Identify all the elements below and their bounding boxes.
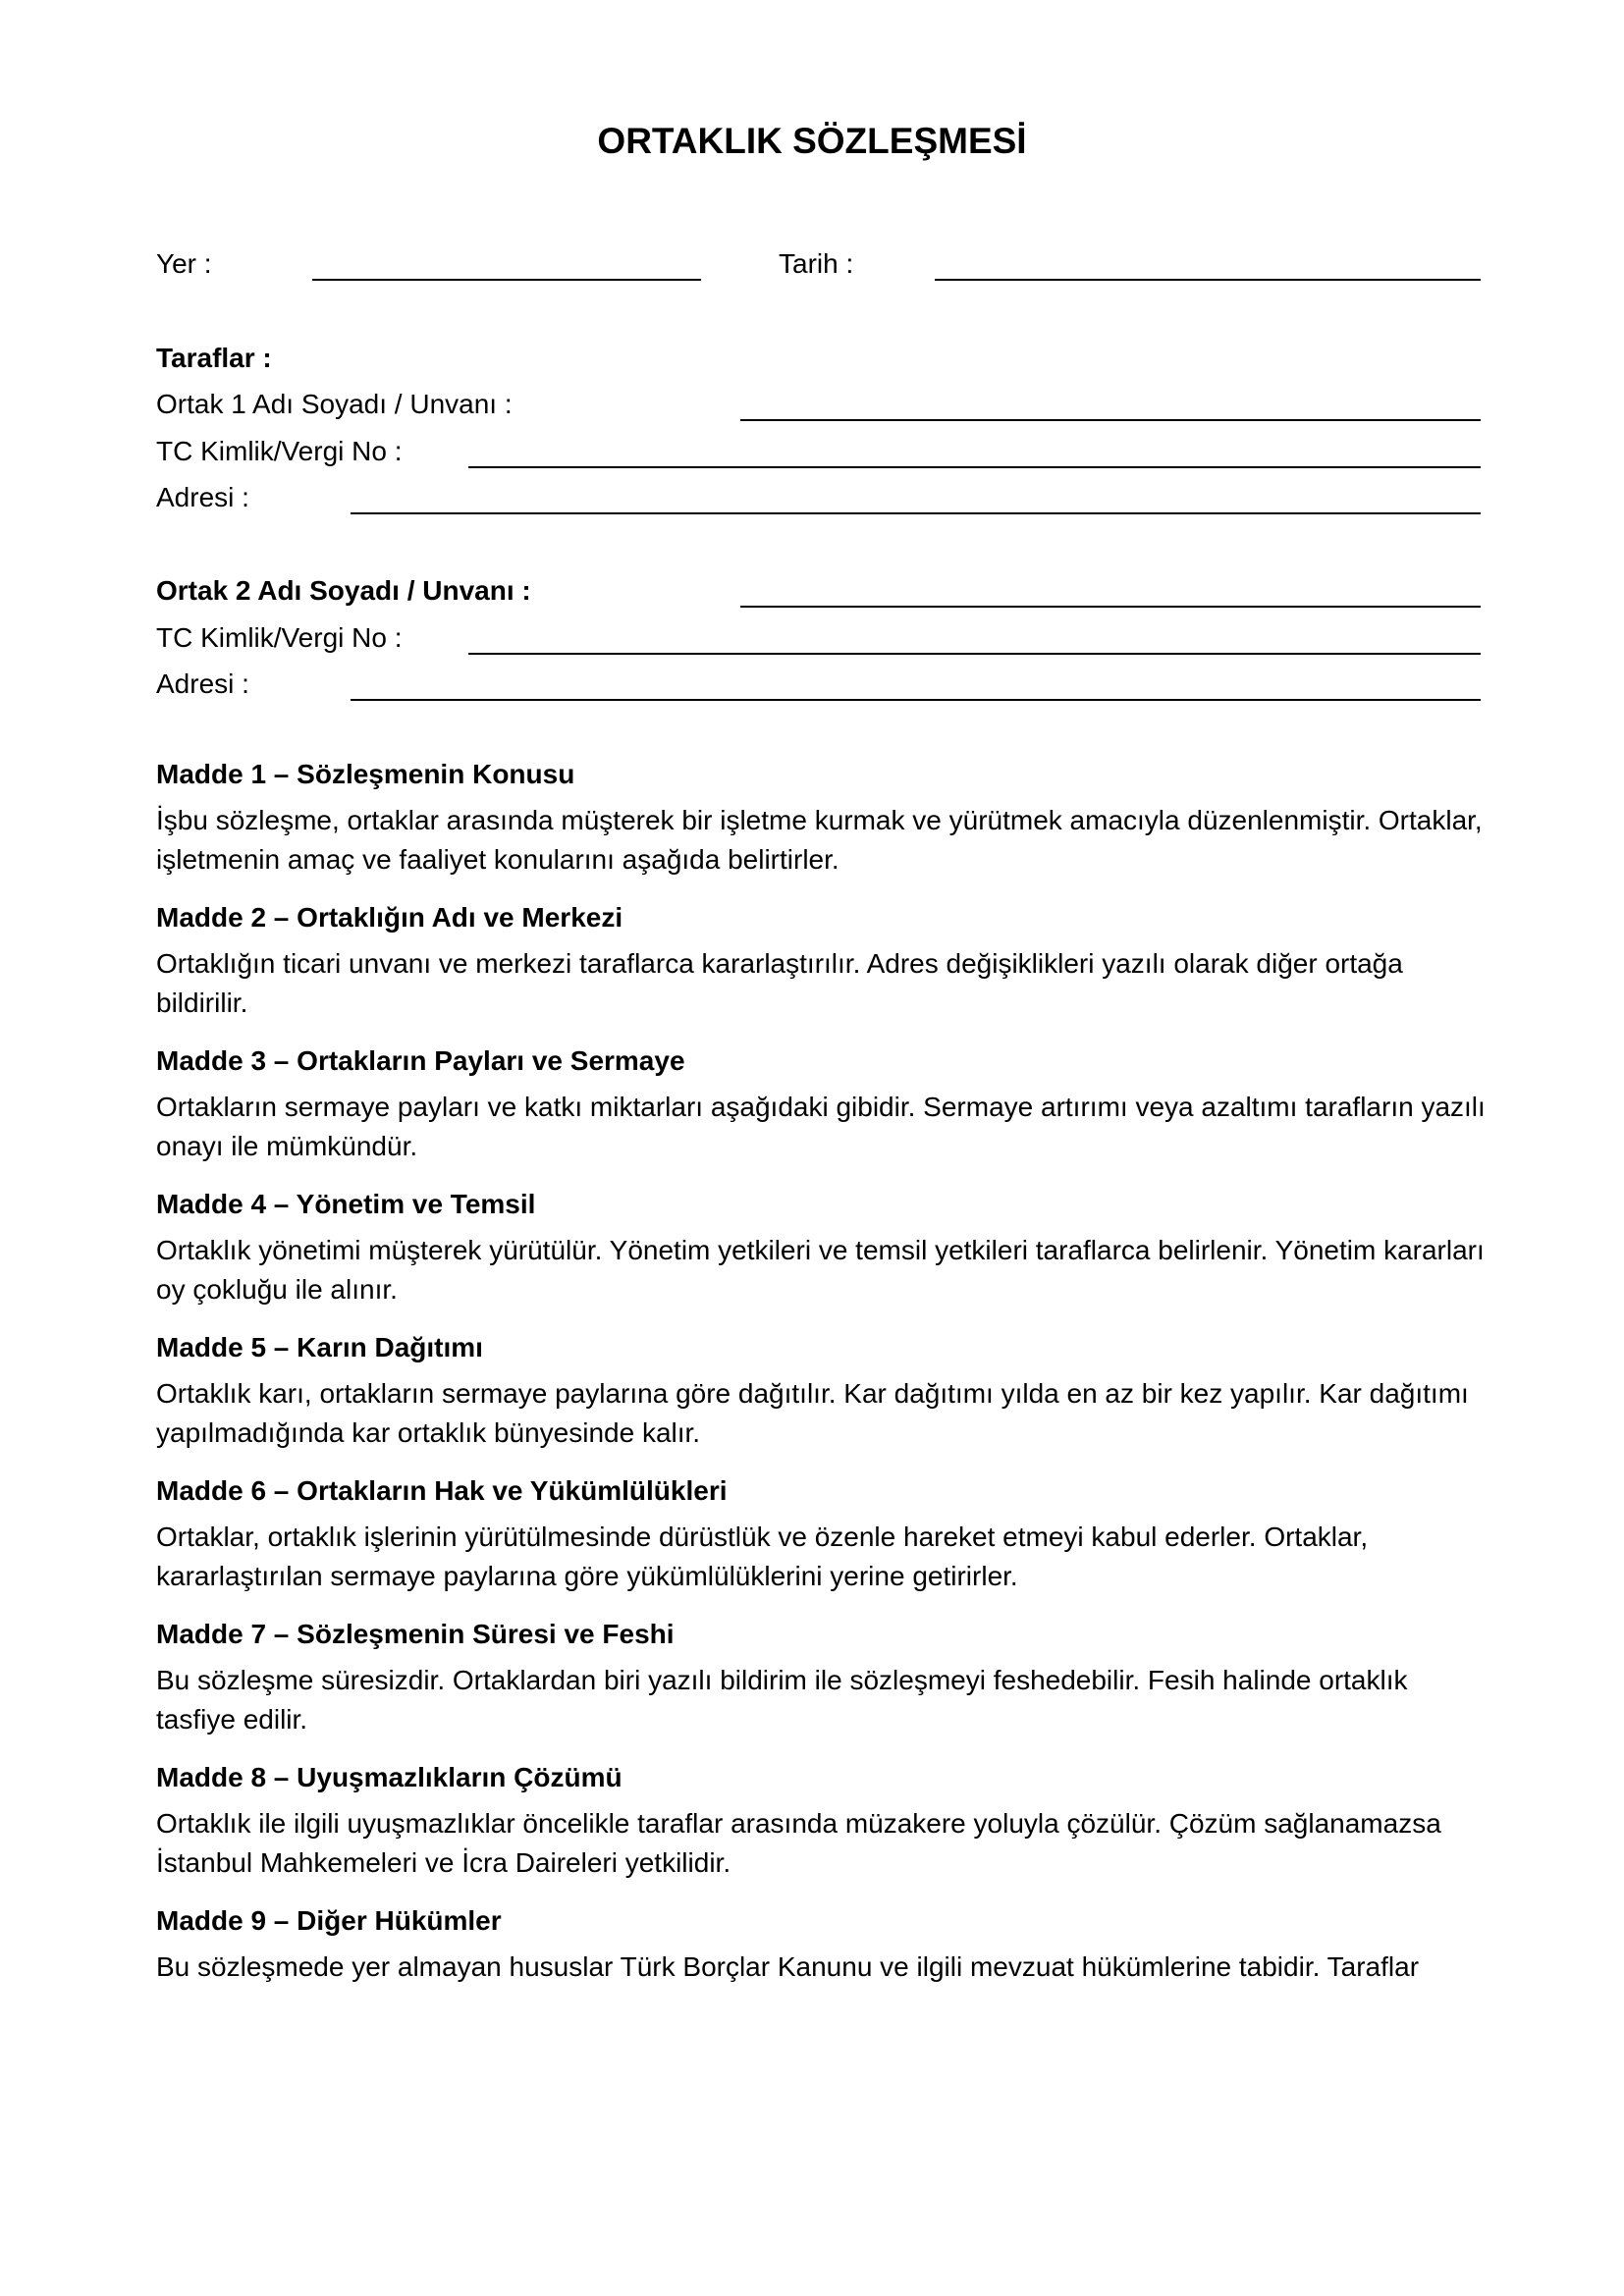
partner2-name-fill-line[interactable]	[740, 606, 1481, 608]
article-2	[156, 901, 1491, 1023]
article-title: Madde 1 – Sözleşmenin Konusu	[156, 759, 575, 789]
article-body: Ortaklık yönetimi müşterek yürütülür. Yönetim yetkileri ve temsil yetkileri taraflarca belirlenir. Yönetim kararları oy çokluğu ile alınır.	[156, 1235, 1485, 1305]
partner2-address-label: Adresi :	[156, 668, 249, 699]
article-title: Madde 2 – Ortaklığın Adı ve Merkezi	[156, 902, 623, 933]
article-title: Madde 4 – Yönetim ve Temsil	[156, 1189, 536, 1219]
article-8	[156, 1761, 1491, 1883]
partner2-id-fill-line[interactable]	[468, 653, 1481, 655]
partner2-id-label: TC Kimlik/Vergi No :	[156, 622, 403, 653]
article-body: Bu sözleşmede yer almayan hususlar Türk Borçlar Kanunu ve ilgili mevzuat hükümlerine tabidir. Taraflar	[156, 1951, 1420, 1982]
article-6	[156, 1474, 1491, 1596]
article-1	[156, 758, 1491, 880]
partner1-address-fill-line[interactable]	[351, 512, 1481, 514]
partner1-id-label: TC Kimlik/Vergi No :	[156, 436, 403, 466]
article-title: Madde 7 – Sözleşmenin Süresi ve Feshi	[156, 1619, 675, 1649]
article-body: Ortaklığın ticari unvanı ve merkezi taraflarca kararlaştırılır. Adres değişiklikleri yazılı olarak diğer ortağa bildirilir.	[156, 948, 1403, 1018]
article-title: Madde 5 – Karın Dağıtımı	[156, 1332, 483, 1362]
article-3	[156, 1044, 1491, 1166]
place-label: Yer :	[156, 248, 212, 279]
parties-heading: Taraflar :	[156, 343, 272, 373]
article-body: Ortaklar, ortaklık işlerinin yürütülmesinde dürüstlük ve özenle hareket etmeyi kabul ederler. Ortaklar, kararlaştırılan sermaye paylarına göre yükümlülüklerini yerine getirirler.	[156, 1522, 1369, 1591]
partner2-address-fill-line[interactable]	[351, 699, 1481, 701]
article-title: Madde 9 – Diğer Hükümler	[156, 1905, 502, 1936]
article-body: Ortaklık ile ilgili uyuşmazlıklar öncelikle taraflar arasında müzakere yoluyla çözülür. Çözüm sağlanamazsa İstanbul Mahkemeleri ve İcra Daireleri yetkilidir.	[156, 1808, 1441, 1878]
article-5	[156, 1331, 1491, 1453]
article-title: Madde 6 – Ortakların Hak ve Yükümlülükleri	[156, 1475, 728, 1506]
place-fill-line[interactable]	[312, 279, 701, 281]
partner1-id-fill-line[interactable]	[468, 466, 1481, 468]
articles-section	[156, 758, 1491, 2008]
partner1-address-label: Adresi :	[156, 482, 249, 512]
article-body: Bu sözleşme süresizdir. Ortaklardan biri yazılı bildirim ile sözleşmeyi feshedebilir. Fesih halinde ortaklık tasfiye edilir.	[156, 1665, 1408, 1735]
partner1-name-fill-line[interactable]	[740, 419, 1481, 421]
article-body: Ortaklık karı, ortakların sermaye paylarına göre dağıtılır. Kar dağıtımı yılda en az bir kez yapılır. Kar dağıtımı yapılmadığında kar ortaklık bünyesinde kalır.	[156, 1378, 1469, 1448]
article-body: İşbu sözleşme, ortaklar arasında müşterek bir işletme kurmak ve yürütmek amacıyla düzenlenmiştir. Ortaklar, işletmenin amaç ve faaliyet konularını aşağıda belirtirler.	[156, 805, 1483, 875]
article-body: Ortakların sermaye payları ve katkı miktarları aşağıdaki gibidir. Sermaye artırımı veya azaltımı tarafların yazılı onayı ile mümkündür.	[156, 1092, 1486, 1161]
article-9	[156, 1904, 1491, 1987]
date-fill-line[interactable]	[935, 279, 1481, 281]
partner1-name-label: Ortak 1 Adı Soyadı / Unvanı :	[156, 389, 513, 419]
article-4	[156, 1188, 1491, 1309]
document-title: ORTAKLIK SÖZLEŞMESİ	[597, 121, 1027, 161]
article-7	[156, 1618, 1491, 1739]
article-title: Madde 8 – Uyuşmazlıkların Çözümü	[156, 1762, 623, 1792]
date-label: Tarih :	[779, 248, 854, 279]
partner2-name-label: Ortak 2 Adı Soyadı / Unvanı :	[156, 575, 531, 606]
article-title: Madde 3 – Ortakların Payları ve Sermaye	[156, 1045, 685, 1076]
